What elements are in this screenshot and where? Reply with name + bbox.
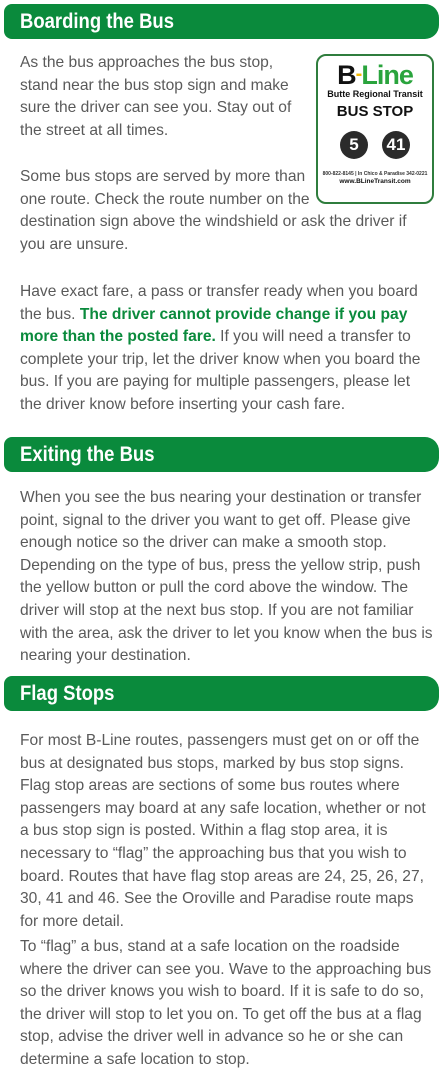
boarding-paragraph-2-start: Some bus stops are served by more than one route. Check the route number on the [20,168,310,208]
exiting-paragraph-1: When you see the bus nearing your destination or transfer point, signal to the driver you want to get off. Please give enough notice so the driver can make a smooth stop. Depending on the type of bus, press the yellow strip, push the yellow button or pull the cord above the window. The driver will stop at the next bus stop. If you are not familiar with the area, ask the driver to let you know when the bus is nearing your destination. [20,489,433,665]
section-header-boarding [4,4,439,39]
bline-logo [318,60,432,89]
flag-paragraph-2: To “flag” a bus, stand at a safe location on the roadside where the driver can see you. Wave to the approaching bus so the driver knows you wish to board. If it is safe to do so, the driver will stop to let you on. To get off the bus at a flag stop, advise the driver well in advance so he or she can determine a safe location to stop. [20,938,432,1068]
boarding-paragraph-3 [20,281,435,417]
flag-paragraph-1: For most B-Line routes, passengers must get on or off the bus at designated bus stops, marked by bus stop signs. Flag stop areas are sections of some bus routes where passengers may board at any safe location, whether or not a bus stop sign is posted. Within a flag stop area, it is necessary to “flag” the approaching bus that you wish to board. Routes that have flag stop areas are 24, 25, 26, 27, 30, 41 and 46. See the Oroville and Paradise route maps for more detail. [20,732,426,930]
logo-dash: - [355,63,362,85]
logo-line: Line [361,60,413,90]
route-badge: 5 [340,131,368,159]
section-header-flag [4,676,439,711]
boarding-p3-warning: The driver cannot provide change if you pay more than the posted fare. [20,305,408,346]
section-title-boarding: Boarding the Bus [20,10,175,33]
sign-website: www.BLineTransit.com [339,178,411,185]
bus-stop-sign [316,54,434,204]
sign-routes [318,131,432,159]
sign-subtitle: Butte Regional Transit [327,89,423,99]
boarding-paragraph-2-end: destination sign above the windshield or ask the driver if you are unsure. [20,213,407,253]
logo-b: B [337,60,356,90]
route-badge: 41 [382,131,410,159]
boarding-paragraph-1: As the bus approaches the bus stop, stand near the bus stop sign and make sure the driver can see you. Stay out of the street at all times. [20,54,292,139]
section-title-exiting: Exiting the Bus [20,443,155,466]
boarding-p3-end: If you will need a transfer to complete your trip, let the driver know when you board the bus. If you are paying for multiple passengers, please let the driver know before inserting your cash fare. [20,328,421,413]
sign-title: BUS STOP [336,103,414,120]
sign-contact: 800-822-8145 | In Chico & Paradise 342-0221 [322,171,428,177]
section-header-exiting [4,437,439,472]
section-title-flag: Flag Stops [20,682,115,705]
boarding-p3-start: Have exact fare, a pass or transfer ready when you board the bus. [20,283,418,323]
